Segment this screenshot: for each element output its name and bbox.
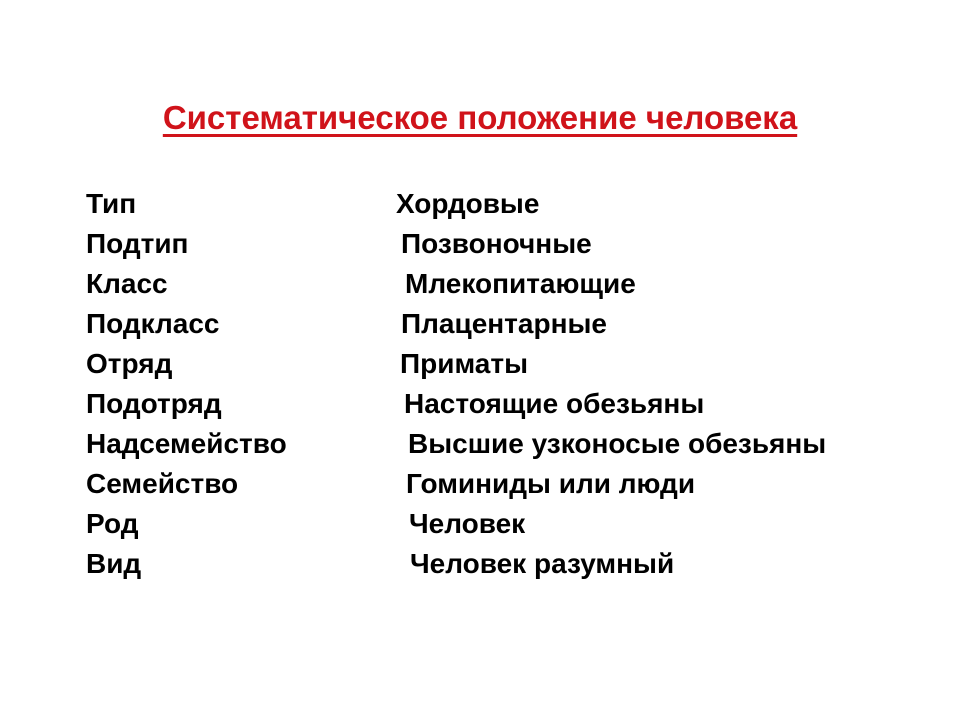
rank-label: Подотряд: [86, 388, 222, 419]
rank-label: Надсемейство: [86, 428, 287, 459]
rank-label: Подтип: [86, 228, 189, 259]
rank-label: Подкласс: [86, 308, 220, 339]
rank-label: Род: [86, 508, 139, 539]
rank-label: Вид: [86, 548, 142, 579]
taxon-value: Хордовые: [396, 188, 540, 219]
rank-label: Отряд: [86, 348, 173, 379]
taxon-value: Человек: [409, 508, 526, 539]
taxon-value: Позвоночные: [401, 228, 592, 259]
rank-label: Тип: [86, 188, 137, 219]
taxon-value: Млекопитающие: [405, 268, 636, 299]
taxon-value: Человек разумный: [410, 548, 675, 579]
taxon-value: Высшие узконосые обезьяны: [408, 428, 827, 459]
rank-label: Класс: [86, 268, 168, 299]
slide-title: Систематическое положение человека: [162, 99, 798, 136]
taxon-value: Приматы: [400, 348, 528, 379]
taxon-value: Гоминиды или люди: [406, 468, 696, 499]
rank-label: Семейство: [86, 468, 239, 499]
taxon-value: Плацентарные: [401, 308, 607, 339]
taxon-value: Настоящие обезьяны: [404, 388, 705, 419]
